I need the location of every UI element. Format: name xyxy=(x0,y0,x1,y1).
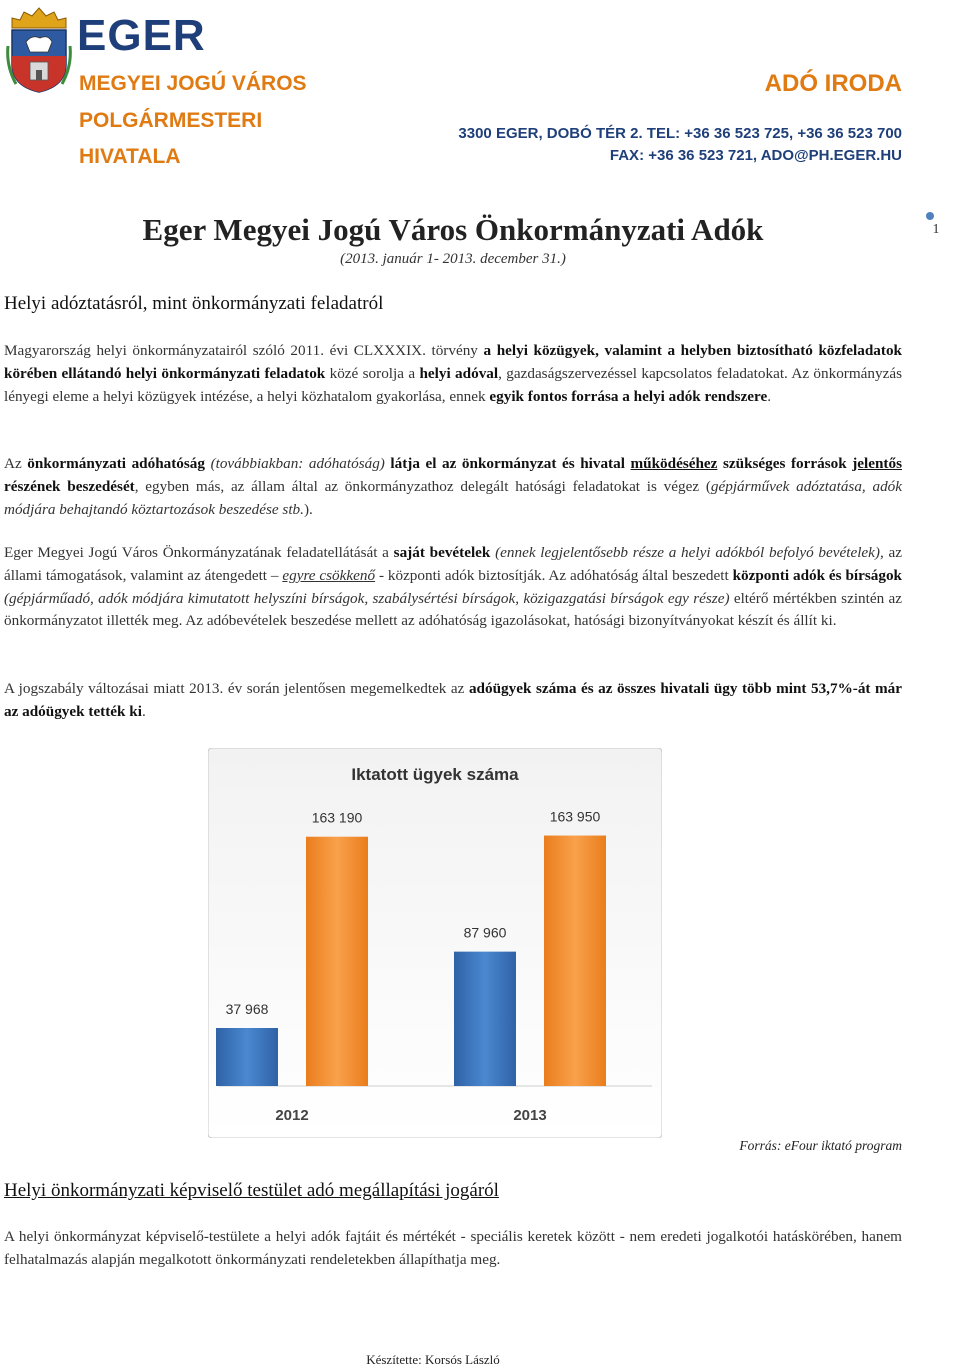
brand-line-1: MEGYEI JOGÚ VÁROS xyxy=(79,72,307,95)
bar-2013-series-2 xyxy=(544,836,606,1086)
registered-cases-chart xyxy=(208,748,662,1138)
paragraph-revenues: Eger Megyei Jogú Város Önkormányzatának feladatellátását a saját bevételek (ennek legjelentősebb része a helyi adókból befolyó bevételek), az állami támogatások, valamint az átengedett – egyre csökkenő - központi adók biztosítják. Az adóhatóság által beszedett központi adók és bírságok (gépjárműadó, adók módjára kimutatott helyszíni bírságok, szabálysértési bírságok, közigazgatási bírságok egy része) eltérő mértékben szintén az önkormányzatot illették meg. Az adóbevételek beszedése mellett az adóhatóság igazolásokat, hatósági bizonyítványokat készít és állít ki. xyxy=(4,544,903,630)
contact-address-phone: 3300 EGER, DOBÓ TÉR 2. TEL: +36 36 523 725, +36 36 523 700 xyxy=(458,125,902,142)
document-title: Eger Megyei Jogú Város Önkormányzati Adók xyxy=(142,212,764,247)
page-number: 1 xyxy=(932,222,940,237)
bar-label-2012-series-2: 163 190 xyxy=(311,809,363,826)
bar-label-2012-series-1: 37 968 xyxy=(225,1001,269,1018)
brand-line-3: HIVATALA xyxy=(79,145,181,168)
bar-label-2013-series-1: 87 960 xyxy=(463,924,507,941)
section-heading-council-rights: Helyi önkormányzati képviselő testület adó megállapítási jogáról xyxy=(4,1180,499,1201)
paragraph-case-growth: A jogszabály változásai miatt 2013. év során jelentősen megemelkedtek az adóügyek száma és az összes hivatali ügy több mint 53,7%-át már az adóügyek tették ki. xyxy=(4,680,902,720)
paragraph-council-rights: A helyi önkormányzat képviselő-testülete a helyi adók fajtáit és mértékét - speciális keretek között - nem eredeti jogalkotói hatáskörében, hanem felhatalmazás alapján megalkotott önkormányzati rendeletekben állapíthatja meg. xyxy=(4,1228,902,1268)
bar-2012-series-1 xyxy=(216,1028,278,1086)
brand-line-2: POLGÁRMESTERI xyxy=(79,109,263,132)
bar-label-2013-series-2: 163 950 xyxy=(549,808,601,825)
document-period: (2013. január 1- 2013. december 31.) xyxy=(340,251,566,267)
x-tick-label-2013: 2013 xyxy=(513,1107,547,1124)
office-name: ADÓ IRODA xyxy=(764,70,902,97)
bar-2013-series-1 xyxy=(454,952,516,1086)
contact-fax-email: FAX: +36 36 523 721, ADO@PH.EGER.HU xyxy=(609,147,902,164)
paragraph-tax-authority: Az önkormányzati adóhatóság (továbbiakban: adóhatóság) látja el az önkormányzat és hivatal működéséhez szükséges források jelentős részének beszedését, egyben más, az állam által az önkormányzathoz delegált hatósági feladatokat is végez (gépjárművek adóztatása, adók módjára behajtandó köztartozások beszedése stb.). xyxy=(4,455,902,518)
section-heading-local-taxation: Helyi adóztatásról, mint önkormányzati feladatról xyxy=(4,293,384,314)
chart-title: Iktatott ügyek száma xyxy=(351,765,519,784)
bar-2012-series-2 xyxy=(306,837,368,1086)
footer-author: Készítette: Korsós László xyxy=(366,1352,500,1367)
brand-eger: EGER xyxy=(77,11,206,60)
x-tick-label-2012: 2012 xyxy=(275,1107,309,1124)
chart-source: Forrás: eFour iktató program xyxy=(739,1138,902,1153)
paragraph-legal-basis: Magyarország helyi önkormányzatairól szóló 2011. évi CLXXXIX. törvény a helyi közügyek, valamint a helyben biztosítható közfeladatok körében ellátandó helyi önkormányzati feladatok közé sorolja a helyi adóval, gazdaságszervezéssel kapcsolatos feladatokat. Az önkormányzás lényegi eleme a helyi közügyek intézése, a helyi közhatalom gyakorlása, ennek egyik fontos forrása a helyi adók rendszere. xyxy=(4,342,903,405)
eger-crest-logo xyxy=(6,6,72,94)
